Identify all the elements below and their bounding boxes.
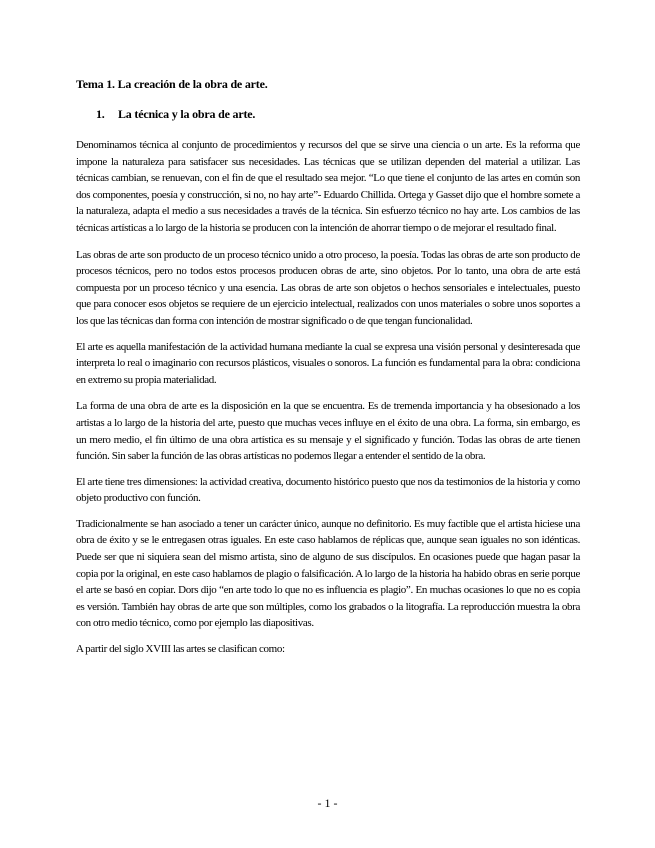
paragraph-el-arte: El arte es aquella manifestación de la actividad humana mediante la cual se expresa una visión personal y desinteresada que interpreta lo real o imaginario con recursos plásticos, visuales o sonoros. La función es fundamental para la obra: condiciona en extremo su propia materialidad.	[76, 340, 580, 386]
paragraph-dimensiones: El arte tiene tres dimensiones: la actividad creativa, documento histórico puesto que nos da testimonios de la historia y como objeto productivo con función.	[76, 475, 580, 505]
paragraph-caracter-unico: Tradicionalmente se han asociado a tener un carácter único, aunque no definitorio. Es muy factible que el artista hiciese una obra de éxito y se le entregasen otras iguales. En este caso hablamos de réplicas que, aunque sean iguales no son idénticas. Puede ser que ni siquiera sean del mismo artista, sino de alguno de sus discípulos. En ocasiones puede que hagan pasar la copia por la original, en este caso hablamos de plagio o falsificación. A lo largo de la historia ha habido obras en serie porque el arte se basó en copiar. Dors dijo “en arte todo lo que no es influencia es plagio”. En muchas ocasiones lo que no es copia es versión. También hay obras de arte que son múltiples, como los grabados o la litografía. La reproducción muestra la obra con otro medio técnico, como por ejemplo las diapositivas.	[76, 517, 580, 630]
paragraph-tecnica: Denominamos técnica al conjunto de procedimientos y recursos del que se sirve una ciencia o un arte. Es la reforma que impone la naturaleza para satisfacer sus necesidades. Las técnicas que se utilizan dependen del material a utilizar. Las técnicas cambian, se renuevan, con el fin de que el resultado sea mejor. “Lo que tiene el conjunto de las artes en común son dos componentes, poesía y construcción, si no, no hay arte”- Eduardo Chillida. Ortega y Gasset dijo que el hombre somete a la naturaleza, adapta el medio a sus necesidades a través de la técnica. Sin esfuerzo técnico no hay arte. Los cambios de las técnicas artísticas a lo largo de la historia se producen con la intención de ahorrar tiempo o de mejorar el resultado final.	[76, 139, 580, 234]
page-number: - 1 -	[317, 796, 338, 810]
section-number: 1.	[96, 107, 105, 121]
section-title: La técnica y la obra de arte.	[118, 107, 256, 121]
document-heading: Tema 1. La creación de la obra de arte.	[76, 77, 268, 91]
page-content	[76, 76, 580, 658]
section-heading	[96, 106, 580, 122]
paragraph-obras-de-arte: Las obras de arte son producto de un proceso técnico unido a otro proceso, la poesía. Todas las obras de arte son producto de procesos técnicos, pero no todos estos procesos producen obras de arte, sino objetos. Por lo tanto, una obra de arte está compuesta por un proceso técnico y una esencia. Las obras de arte son objetos o hechos sensoriales e intelectuales, puesto que para conocer esos objetos se requiere de un ejercicio intelectual, realizados con unos materiales o sobre unos soportes a los que las técnicas dan forma con intención de mostrar significado o de que tengan funcionalidad.	[76, 248, 580, 327]
paragraph-forma: La forma de una obra de arte es la disposición en la que se encuentra. Es de tremenda importancia y ha obsesionado a los artistas a lo largo de la historia del arte, puesto que muchas veces influye en el éxito de una obra. La forma, sin embargo, es un mero medio, el fin último de una obra artística es su mensaje y el significado y función. Todas las obras de arte tienen función. Sin saber la función de las obras artísticas no podemos llegar a entender el sentido de la obra.	[76, 400, 580, 463]
paragraph-siglo-xviii: A partir del siglo XVIII las artes se clasifican como:	[76, 643, 285, 656]
